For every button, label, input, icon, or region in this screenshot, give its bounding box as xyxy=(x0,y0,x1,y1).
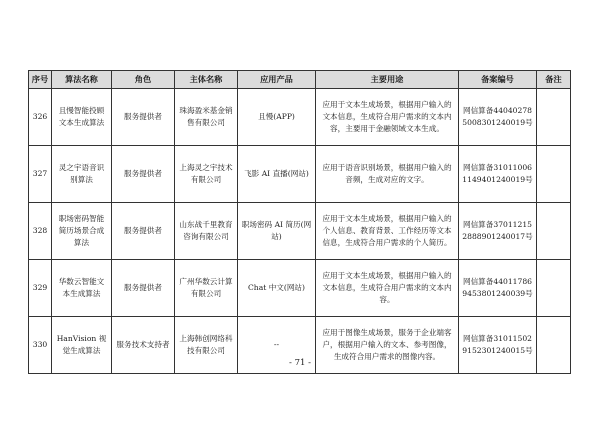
table-row xyxy=(29,146,571,203)
cell-entity-name: 上海韩创网络科技有限公司 xyxy=(175,317,238,374)
cell-algorithm-name: HanVision 视觉生成算法 xyxy=(52,317,112,374)
cell-product: 职场密码 AI 简历(网站) xyxy=(238,203,316,260)
cell-no: 330 xyxy=(29,317,52,374)
cell-purpose: 应用于语音识别场景，根据用户输入的音频，生成对应的文字。 xyxy=(316,146,459,203)
cell-record-number: 网信算备440402785008301240019号 xyxy=(459,89,537,146)
header-role: 角色 xyxy=(112,71,175,89)
page-number: - 71 - xyxy=(289,358,311,368)
header-product: 应用产品 xyxy=(238,71,316,89)
header-purpose: 主要用途 xyxy=(316,71,459,89)
table-row xyxy=(29,203,571,260)
cell-entity-name: 广州华数云计算有限公司 xyxy=(175,260,238,317)
cell-entity-name: 山东战千里教育咨询有限公司 xyxy=(175,203,238,260)
cell-entity-name: 上海灵之宇技术有限公司 xyxy=(175,146,238,203)
table-row xyxy=(29,89,571,146)
cell-no: 328 xyxy=(29,203,52,260)
cell-remark xyxy=(537,260,571,317)
cell-record-number: 网信算备310115029152301240015号 xyxy=(459,317,537,374)
cell-role: 服务提供者 xyxy=(112,146,175,203)
cell-entity-name: 珠海盈米基金销售有限公司 xyxy=(175,89,238,146)
header-no: 序号 xyxy=(29,71,52,89)
cell-record-number: 网信算备310110061149401240019号 xyxy=(459,146,537,203)
table-header-row xyxy=(29,71,571,89)
cell-purpose: 应用于文本生成场景，根据用户输入的文本信息，生成符合用户需求的文本内容。 xyxy=(316,260,459,317)
cell-algorithm-name: 且慢智能投顾文本生成算法 xyxy=(52,89,112,146)
cell-purpose: 应用于图像生成场景，服务于企业端客户，根据用户输入的文本、参考图像，生成符合用户需求的图像内容。 xyxy=(316,317,459,374)
header-remark: 备注 xyxy=(537,71,571,89)
cell-algorithm-name: 华数云智能文本生成算法 xyxy=(52,260,112,317)
cell-no: 327 xyxy=(29,146,52,203)
cell-algorithm-name: 灵之宇语音识别算法 xyxy=(52,146,112,203)
table-row xyxy=(29,260,571,317)
cell-record-number: 网信算备370112152888901240017号 xyxy=(459,203,537,260)
cell-role: 服务技术支持者 xyxy=(112,317,175,374)
cell-purpose: 应用于文本生成场景，根据用户输入的文本信息，生成符合用户需求的文本内容，主要用于金融领域文本生成。 xyxy=(316,89,459,146)
cell-product: -- xyxy=(238,317,316,374)
cell-product: 且慢(APP) xyxy=(238,89,316,146)
cell-role: 服务提供者 xyxy=(112,89,175,146)
cell-no: 326 xyxy=(29,89,52,146)
header-algorithm-name: 算法名称 xyxy=(52,71,112,89)
cell-algorithm-name: 职场密码智能简历场景合成算法 xyxy=(52,203,112,260)
cell-product: 飞影 AI 直播(网站) xyxy=(238,146,316,203)
header-entity-name: 主体名称 xyxy=(175,71,238,89)
cell-record-number: 网信算备440117869453801240039号 xyxy=(459,260,537,317)
cell-no: 329 xyxy=(29,260,52,317)
cell-remark xyxy=(537,89,571,146)
algorithm-registry-table xyxy=(28,70,571,374)
header-record-number: 备案编号 xyxy=(459,71,537,89)
cell-remark xyxy=(537,146,571,203)
cell-remark xyxy=(537,203,571,260)
cell-purpose: 应用于文本生成场景，根据用户输入的个人信息、教育背景、工作经历等文本信息，生成符合用户需求的个人简历。 xyxy=(316,203,459,260)
cell-role: 服务提供者 xyxy=(112,203,175,260)
cell-product: Chat 中文(网站) xyxy=(238,260,316,317)
cell-role: 服务提供者 xyxy=(112,260,175,317)
